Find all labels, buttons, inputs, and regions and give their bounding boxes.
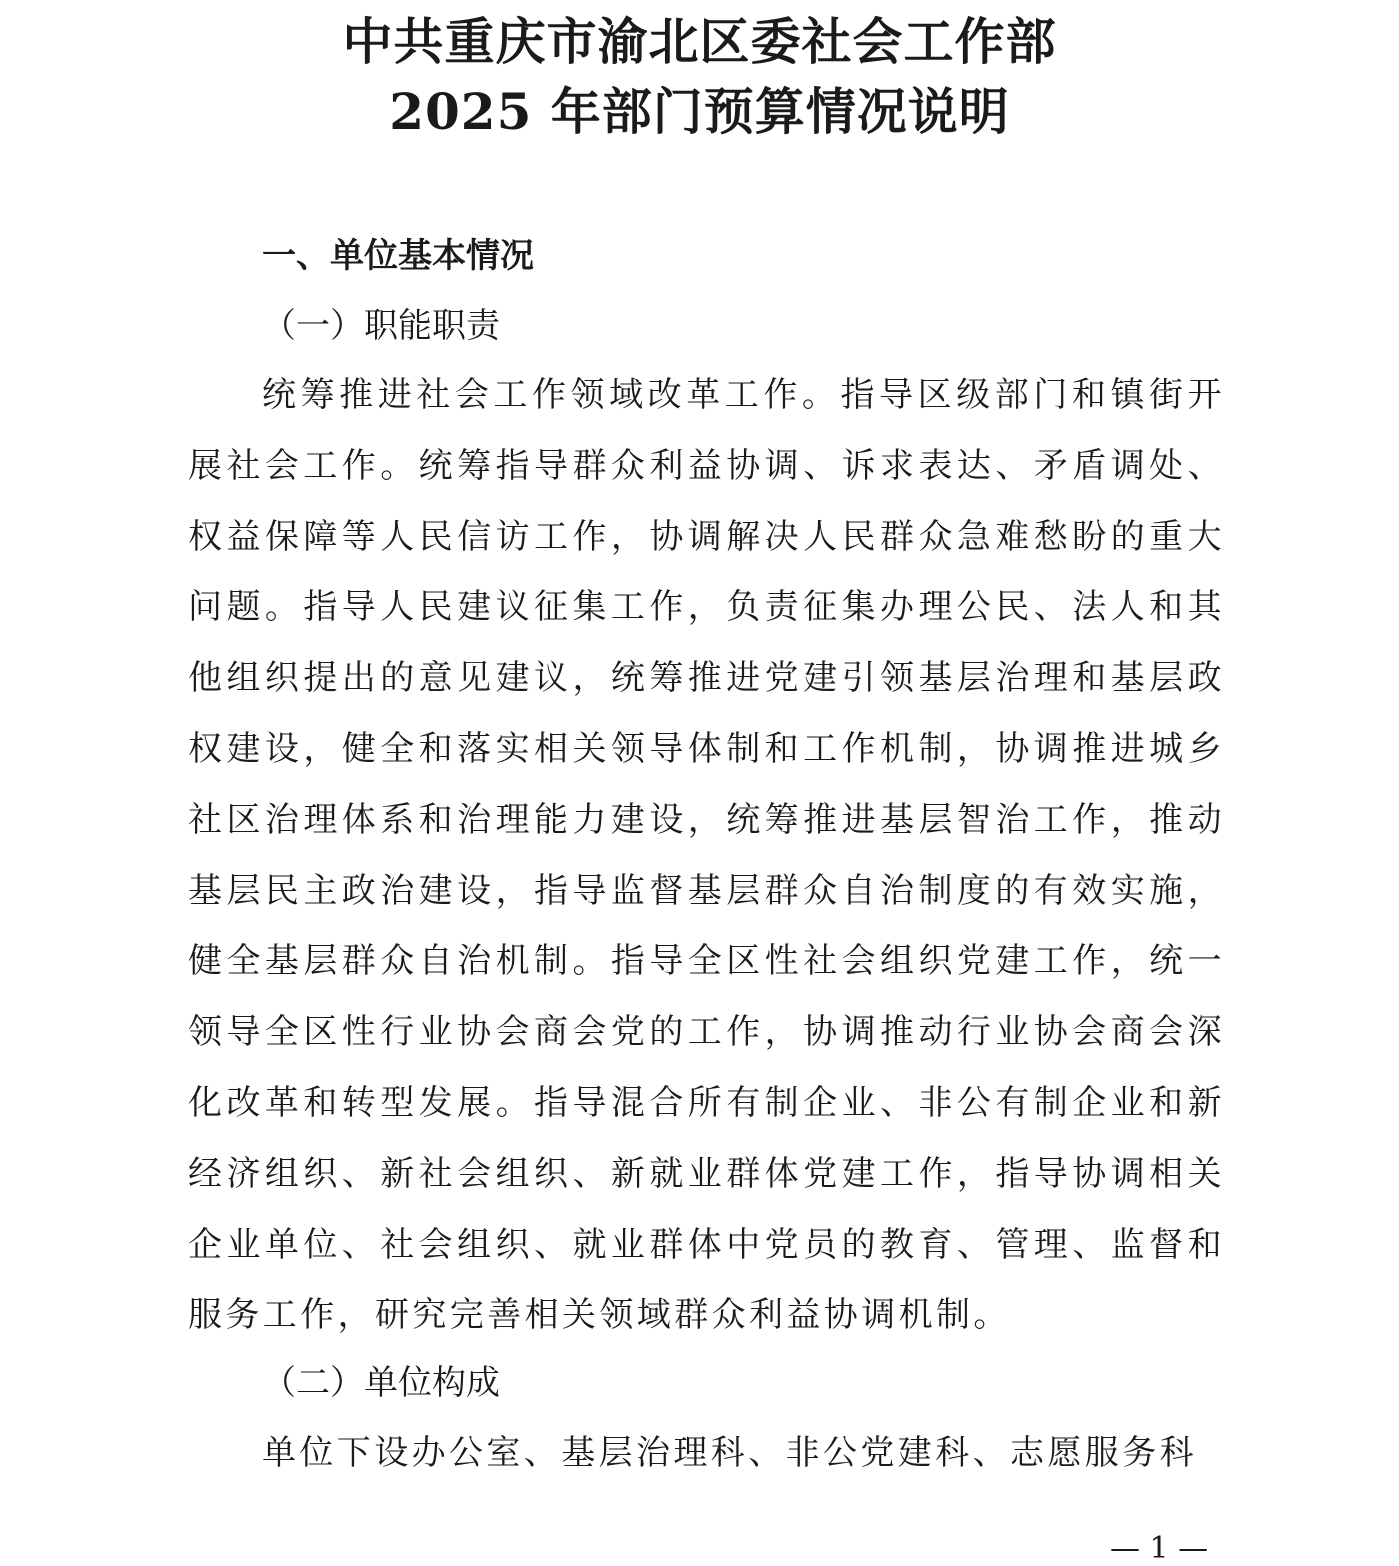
section-heading-basic-info: 一、单位基本情况 xyxy=(262,236,534,276)
document-title-line1: 中共重庆市渝北区委社会工作部 xyxy=(342,12,1057,71)
page-number: — 1 — xyxy=(1110,1531,1209,1566)
subsection-heading-composition: （二）单位构成 xyxy=(262,1363,500,1403)
composition-paragraph: 单位下设办公室、基层治理科、非公党建科、志愿服务科 xyxy=(262,1433,1197,1473)
functions-paragraph: 统筹推进社会工作领域改革工作。指导区级部门和镇街开展社会工作。统筹指导群众利益协调、诉求表达、矛盾调处、权益保障等人民信访工作，协调解决人民群众急难愁盼的重大问题。指导人民建议征集工作，负责征集办理公民、法人和其他组织提出的意见建议，统筹推进党建引领基层治理和基层政权建设，健全和落实相关领导体制和工作机制，协调推进城乡社区治理体系和治理能力建设，统筹推进基层智治工作，推动基层民主政治建设，指导监督基层群众自治制度的有效实施，健全基层群众自治机制。指导全区性社会组织党建工作，统一领导全区性行业协会商会党的工作，协调推动行业协会商会深化改革和转型发展。指导混合所有制企业、非公有制企业和新经济组织、新社会组织、新就业群体党建工作，指导协调相关企业单位、社会组织、就业群体中党员的教育、管理、监督和服务工作，研究完善相关领域群众利益协调机制。 xyxy=(188,375,1225,1336)
document-title-line2: 2025 年部门预算情况说明 xyxy=(389,82,1010,141)
subsection-heading-functions: （一）职能职责 xyxy=(262,306,500,346)
